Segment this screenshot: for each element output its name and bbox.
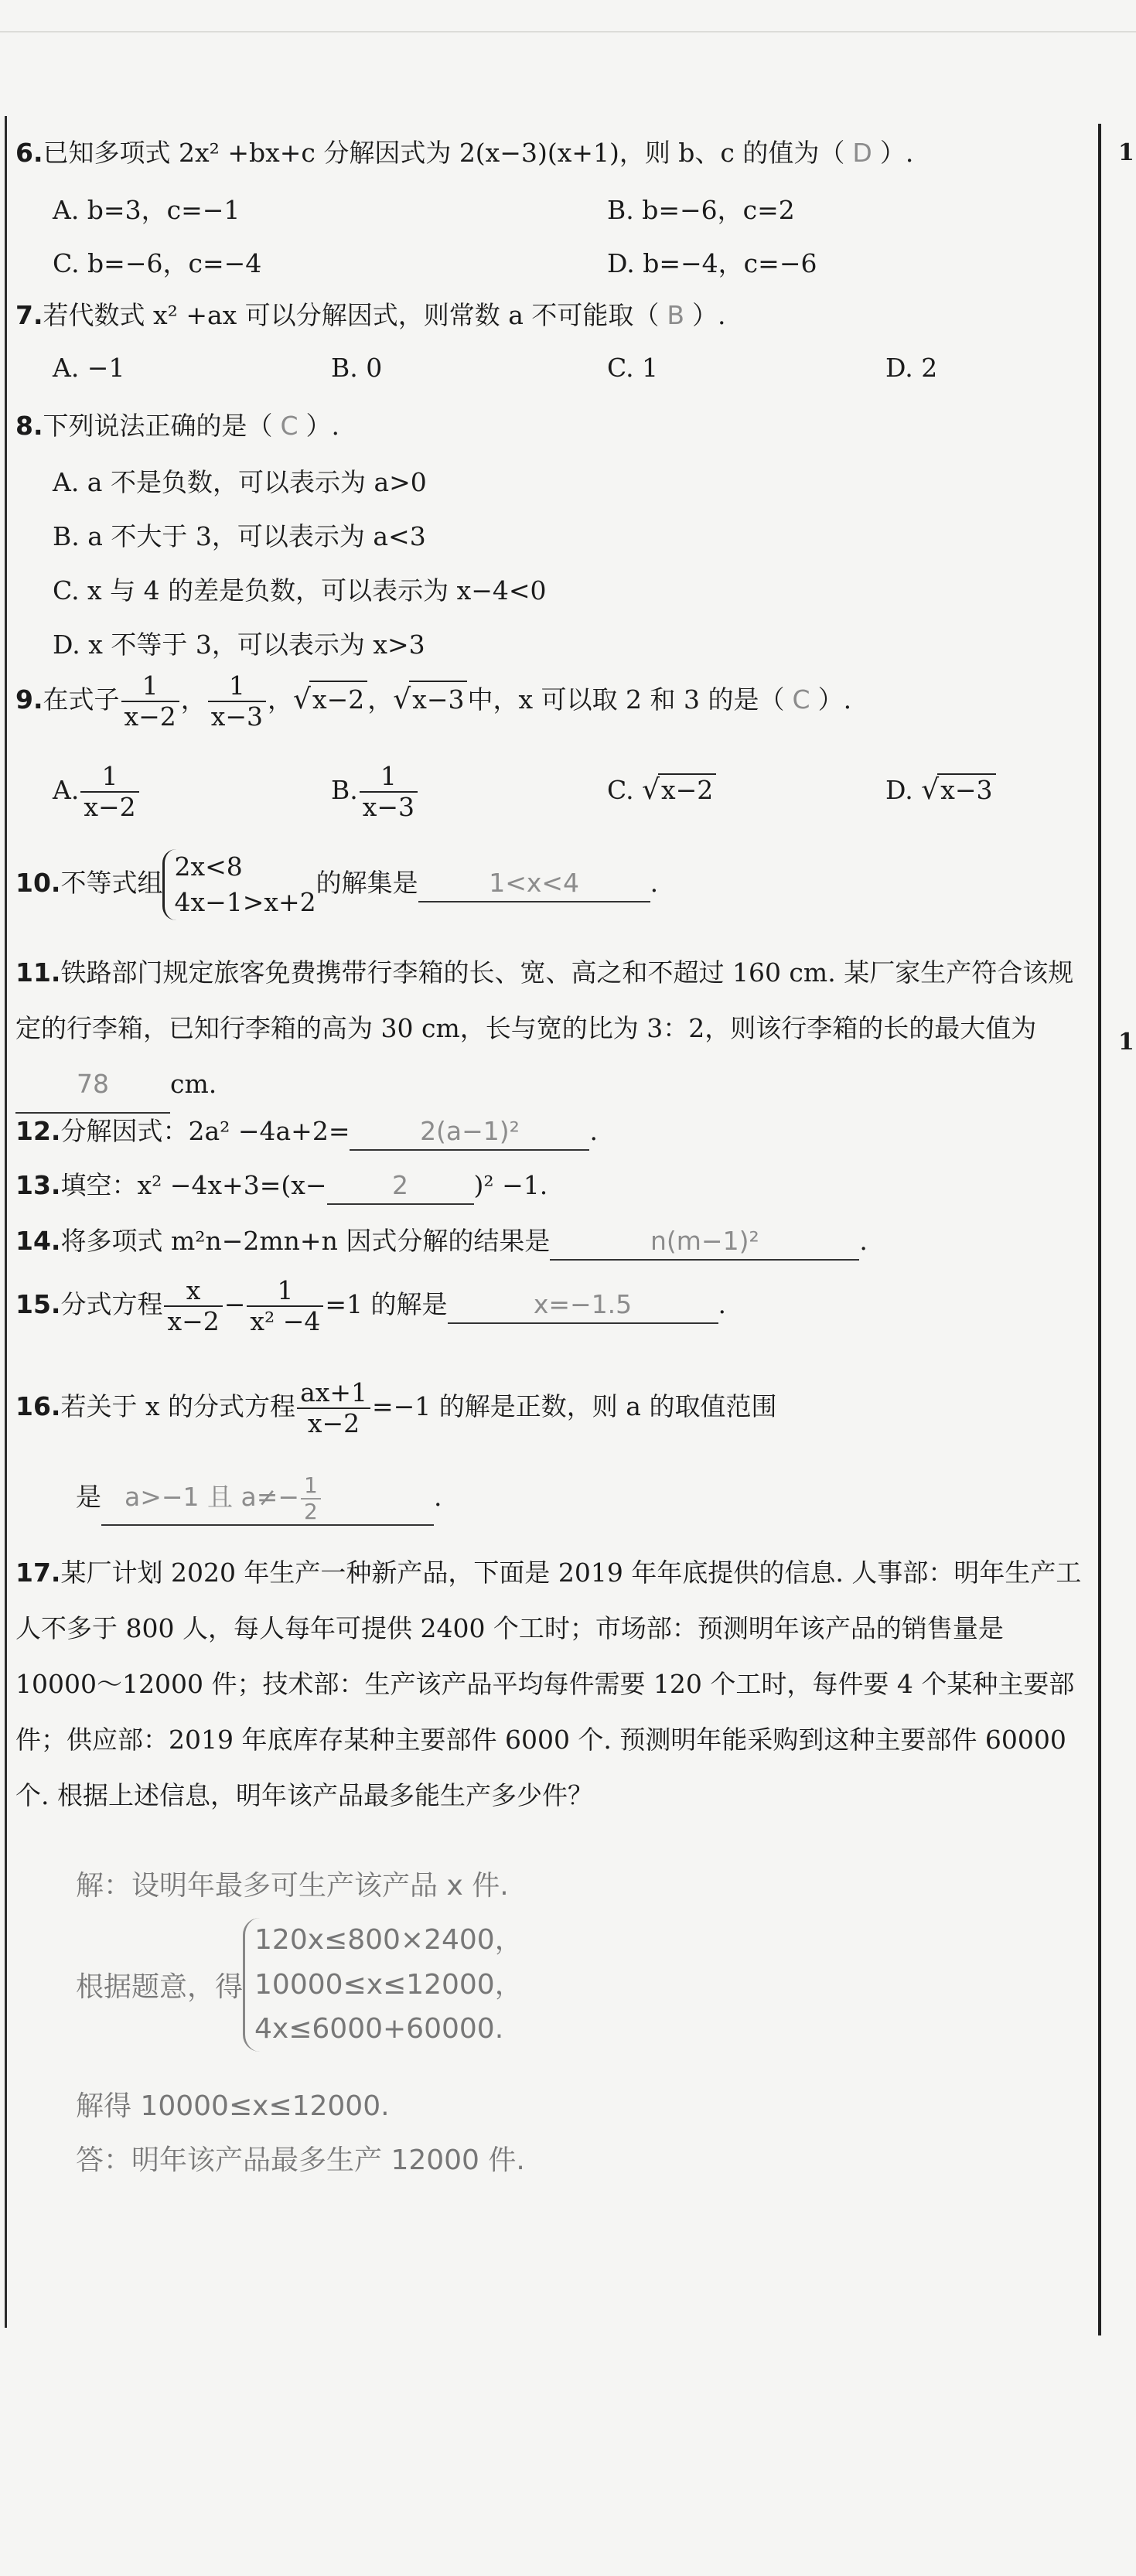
question-number: 7.	[15, 300, 43, 330]
fraction-numerator: 1	[380, 761, 397, 791]
question-stem: 中，x 可以取 2 和 3 的是（	[467, 684, 785, 715]
radicand: x−3	[937, 773, 995, 805]
fraction-denominator: x² −4	[247, 1305, 323, 1336]
question-stem: 若关于 x 的分式方程	[60, 1390, 296, 1421]
question-stem-end: .	[434, 1482, 442, 1513]
option-label: B.	[331, 774, 358, 805]
fraction-numerator: 1	[277, 1275, 294, 1305]
fraction-denominator: x−2	[164, 1305, 222, 1336]
right-margin-line	[1098, 124, 1101, 2335]
answer-blank	[550, 1223, 859, 1261]
answer-text: 78	[77, 1069, 109, 1099]
question-10	[15, 849, 658, 920]
solution-inequality-system	[243, 1918, 523, 2052]
question-number: 8.	[15, 411, 43, 441]
question-stem: 是	[76, 1482, 101, 1513]
answer-choice: C	[280, 411, 298, 441]
option-label: C.	[607, 775, 634, 805]
option-d: D. b=−4，c=−6	[607, 248, 817, 278]
answer-blank	[15, 1056, 170, 1114]
option-c: C. x 与 4 的差是负数，可以表示为 x−4<0	[53, 575, 547, 606]
answer-choice: B	[667, 300, 685, 330]
question-stem-end: ）.	[692, 300, 726, 330]
answer-choice: C	[792, 684, 810, 715]
question-15	[15, 1276, 726, 1336]
system-line-2: 10000≤x≤12000，	[254, 1968, 523, 2001]
question-stem: 分解因式：2a² −4a+2=	[60, 1116, 350, 1146]
fraction	[164, 1276, 222, 1336]
question-number: 6.	[15, 138, 43, 168]
radical-sign: √	[642, 774, 660, 806]
fraction-numerator: 1	[304, 1472, 318, 1498]
radical-sign: √	[393, 683, 411, 715]
fraction	[80, 762, 138, 822]
question-stem: 某厂计划 2020 年生产一种新产品，下面是 2019 年年底提供的信息. 人事部：明年生产工人不多于 800 人，每人每年可提供 2400 个工时；市场部：预测明年该产品的销售量是 10000～12000 件；技术部：生产该产品平均每件需要 120 个工时，每件要 4 个某种主要部件；供应部：2019 年底库存某种主要部件 6000 个. 预测明年能采购到这种主要部件 60000 个. 根据上述信息，明年该产品最多能生产多少件？	[15, 1558, 1082, 1810]
option-d: D. x 不等于 3，可以表示为 x>3	[53, 629, 425, 660]
answer-fraction	[301, 1473, 321, 1524]
question-stem: 已知多项式 2x² +bx+c 分解因式为 2(x−3)(x+1)，则 b、c 的值为（	[43, 138, 845, 168]
question-7	[15, 298, 726, 333]
fraction-numerator: 1	[101, 761, 118, 791]
option-a: A. a 不是负数，可以表示为 a>0	[53, 467, 427, 497]
question-stem-end: ）.	[305, 411, 340, 441]
question-number: 9.	[15, 684, 43, 715]
answer-text: 2(a−1)²	[420, 1116, 520, 1146]
solution-text: 根据题意，得	[76, 1970, 244, 2003]
fraction	[208, 671, 266, 732]
top-divider	[0, 31, 1136, 32]
question-stem: 若代数式 x² +ax 可以分解因式，则常数 a 不可能取（	[43, 300, 660, 330]
solution-line-4: 答：明年该产品最多生产 12000 件.	[76, 2144, 525, 2176]
question-stem: 分式方程	[60, 1288, 163, 1319]
question-number: 10.	[15, 868, 61, 899]
question-stem: =1 的解是	[325, 1288, 448, 1319]
question-number: 12.	[15, 1116, 61, 1146]
question-17	[15, 1545, 1083, 1824]
question-number: 17.	[15, 1558, 61, 1588]
question-number: 15.	[15, 1288, 61, 1319]
question-stem-end: .	[859, 1226, 868, 1256]
question-number: 11.	[15, 957, 61, 988]
question-stem-end: )² −1.	[473, 1170, 548, 1200]
option-d	[885, 773, 996, 806]
question-12	[15, 1114, 598, 1151]
option-c: C. 1	[607, 353, 659, 383]
question-stem: 铁路部门规定旅客免费携带行李箱的长、宽、高之和不超过 160 cm. 某厂家生产符合该规定的行李箱，已知行李箱的高为 30 cm，长与宽的比为 3：2，则该行李箱的长的最大值为	[15, 957, 1074, 1043]
option-c: C. b=−6，c=−4	[53, 248, 262, 278]
question-number: 13.	[15, 1170, 61, 1200]
radical-sign: √	[921, 774, 940, 806]
question-stem: 将多项式 m²n−2mn+n 因式分解的结果是	[60, 1226, 551, 1256]
option-b: B. 0	[331, 353, 383, 383]
question-16-line-2	[15, 1473, 442, 1526]
comma: ，	[180, 684, 206, 715]
fraction-denominator: x−3	[208, 701, 266, 732]
fraction-numerator: 1	[228, 670, 245, 701]
answer-blank	[327, 1168, 474, 1205]
fraction-denominator: x−2	[80, 791, 138, 822]
fraction-denominator: 2	[301, 1498, 321, 1524]
question-number: 16.	[15, 1390, 61, 1421]
fraction	[121, 671, 179, 732]
radicand: x−2	[658, 773, 716, 805]
fraction	[360, 762, 418, 822]
question-stem: 填空：x² −4x+3=(x−	[60, 1170, 327, 1200]
fraction-denominator: x−2	[121, 701, 179, 732]
answer-text: a>−1 且 a≠−	[125, 1482, 300, 1513]
question-stem: 不等式组	[60, 868, 163, 899]
answer-blank	[448, 1287, 718, 1324]
answer-blank	[350, 1114, 589, 1151]
comma: ，	[367, 684, 394, 715]
fraction	[297, 1378, 370, 1438]
answer-blank	[418, 865, 650, 902]
option-c	[607, 773, 716, 806]
option-b	[331, 762, 419, 822]
fraction-numerator: x	[186, 1275, 201, 1305]
answer-text: 2	[392, 1170, 408, 1200]
radicand: x−2	[309, 681, 367, 718]
system-line-1: 2x<8	[174, 851, 243, 882]
system-line-2: 4x−1>x+2	[174, 887, 316, 918]
answer-text: n(m−1)²	[650, 1226, 759, 1256]
option-label: A.	[53, 774, 80, 805]
question-stem-end: cm.	[170, 1069, 217, 1099]
solution-line-2	[76, 1918, 523, 2052]
question-11	[15, 945, 1083, 1114]
question-number: 14.	[15, 1226, 61, 1256]
margin-marker-middle: 1	[1118, 1029, 1134, 1056]
question-6	[15, 135, 913, 171]
fraction-denominator: x−3	[360, 791, 418, 822]
system-line-1: 120x≤800×2400，	[254, 1924, 523, 1956]
radical-sign: √	[293, 683, 311, 715]
question-stem: 在式子	[43, 684, 120, 715]
option-b: B. a 不大于 3，可以表示为 a<3	[53, 521, 426, 551]
answer-text: 1<x<4	[489, 868, 580, 899]
solution-line-1: 解：设明年最多可生产该产品 x 件.	[76, 1870, 509, 1902]
answer-choice: D	[852, 138, 872, 168]
option-d: D. 2	[885, 353, 938, 383]
question-13	[15, 1168, 548, 1205]
question-stem-end: .	[718, 1288, 727, 1319]
option-label: D.	[885, 775, 913, 805]
left-margin-line	[5, 116, 7, 2328]
minus-sign: −	[223, 1288, 246, 1319]
fraction-numerator: 1	[142, 670, 159, 701]
question-stem-end: .	[589, 1116, 598, 1146]
solution-line-3: 解得 10000≤x≤12000.	[76, 2090, 390, 2122]
fraction-denominator: x−2	[297, 1407, 370, 1438]
option-a	[53, 762, 141, 822]
question-stem-end: ）.	[817, 684, 852, 715]
question-16	[15, 1378, 776, 1438]
option-b: B. b=−6，c=2	[607, 195, 795, 225]
question-stem: =−1 的解是正数，则 a 的取值范围	[372, 1390, 777, 1421]
option-a: A. b=3，c=−1	[53, 195, 241, 225]
comma: ，	[268, 684, 294, 715]
question-8	[15, 408, 339, 444]
question-stem-end: ）.	[879, 138, 914, 168]
option-a: A. −1	[53, 353, 125, 383]
question-stem: 下列说法正确的是（	[43, 411, 273, 441]
answer-text: x=−1.5	[533, 1288, 633, 1319]
inequality-system	[162, 849, 316, 920]
radicand: x−3	[409, 681, 467, 718]
question-stem: 的解集是	[316, 868, 418, 899]
fraction-numerator: ax+1	[300, 1377, 367, 1407]
fraction	[247, 1276, 323, 1336]
question-stem-end: .	[650, 868, 659, 899]
system-line-3: 4x≤6000+60000.	[254, 2013, 504, 2045]
margin-marker-top: 1	[1118, 139, 1134, 166]
answer-blank	[101, 1473, 434, 1526]
question-9	[15, 671, 851, 732]
question-14	[15, 1223, 868, 1261]
